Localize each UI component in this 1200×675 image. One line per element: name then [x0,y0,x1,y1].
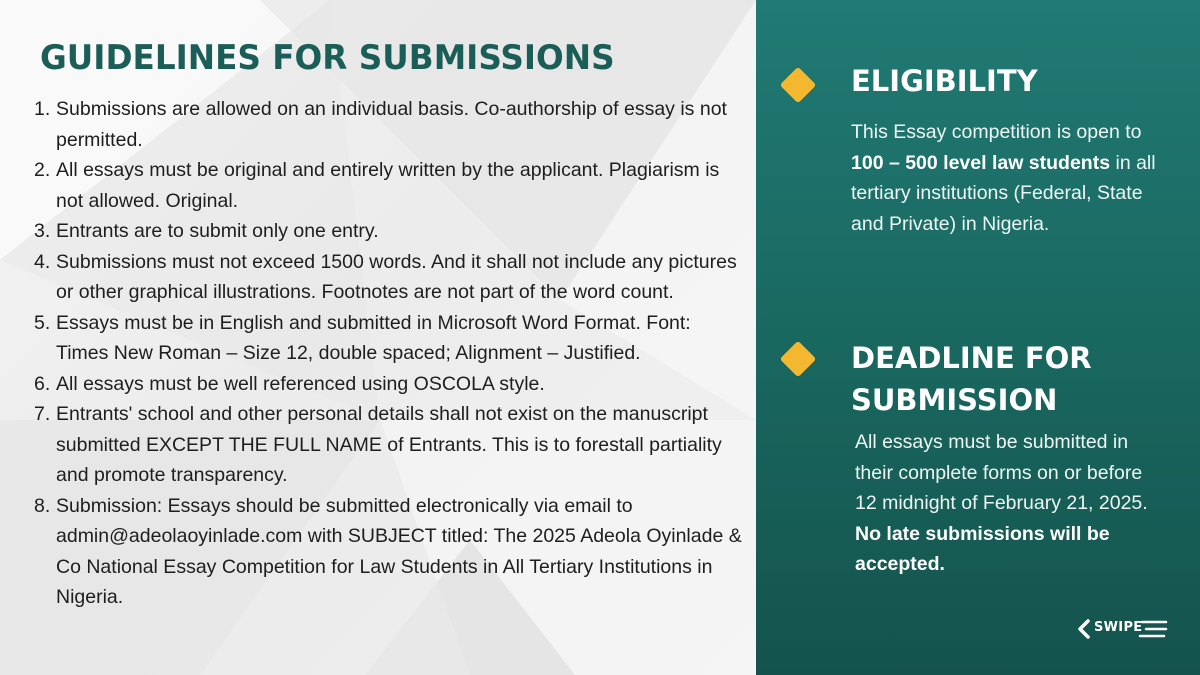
diamond-icon [780,341,817,378]
list-item [34,216,746,247]
chevron-left-icon [1074,616,1094,642]
guidelines-title: GUIDELINES FOR SUBMISSIONS [40,38,615,78]
swipe-label: SWIPE [1094,620,1143,635]
deadline-text-bold: No late submissions will be accepted. [855,522,1110,575]
eligibility-text [851,117,1161,239]
list-item [34,399,746,491]
info-panel [756,0,1200,675]
deadline-text [855,427,1165,580]
list-item [34,247,746,308]
item-number: 5. [34,311,51,334]
item-number: 1. [34,98,51,120]
deadline-text-start: All essays must be submitted in their complete forms on or before 12 midnight of February 21, 2025. [855,431,1148,514]
item-number: 6. [34,372,51,395]
item-text: Entrants are to submit only one entry. [56,220,379,242]
item-number: 4. [34,250,51,273]
item-text: All essays must be original and entirely written by the applicant. Plagiarism is not allowed. Original. [56,159,720,212]
item-text: Submission: Essays should be submitted electronically via email to admin@adeolaoyinlade.com with SUBJECT titled: The 2025 Adeola Oyinlade & Co National Essay Competition for Law Students in All Tertiary Institutions in Nigeria. [56,494,742,608]
item-text: Essays must be in English and submitted in Microsoft Word Format. Font: Times New Roman – Size 12, double spaced; Alignment – Justified. [56,311,691,364]
item-number: 7. [34,403,51,425]
list-item [34,155,746,216]
eligibility-text-bold: 100 – 500 level law students [851,151,1111,174]
list-item [34,94,746,155]
deadline-heading: DEADLINE FOR SUBMISSION [851,341,1092,417]
item-text: All essays must be well referenced using OSCOLA style. [56,372,545,395]
swipe-lines-icon [1138,618,1168,640]
diamond-icon [780,67,817,104]
guidelines-list [34,94,746,613]
eligibility-text-start: This Essay competition is open to [851,121,1142,143]
eligibility-heading: ELIGIBILITY [851,64,1038,98]
item-number: 2. [34,159,51,181]
item-text: Submissions must not exceed 1500 words. And it shall not include any pictures or other graphical illustrations. Footnotes are not part of the word count. [56,250,737,303]
list-item [34,369,746,400]
item-text: Submissions are allowed on an individual basis. Co-authorship of essay is not permitted. [56,98,727,151]
item-number: 3. [34,220,51,242]
eligibility-text-end: in all tertiary institutions (Federal, State and Private) in Nigeria. [851,151,1156,235]
list-item [34,491,746,613]
swipe-indicator[interactable] [1074,616,1168,642]
item-text: Entrants' school and other personal details shall not exist on the manuscript submitted EXCEPT THE FULL NAME of Entrants. This is to forestall partiality and promote transparency. [56,403,722,486]
list-item [34,308,746,369]
item-number: 8. [34,494,51,517]
